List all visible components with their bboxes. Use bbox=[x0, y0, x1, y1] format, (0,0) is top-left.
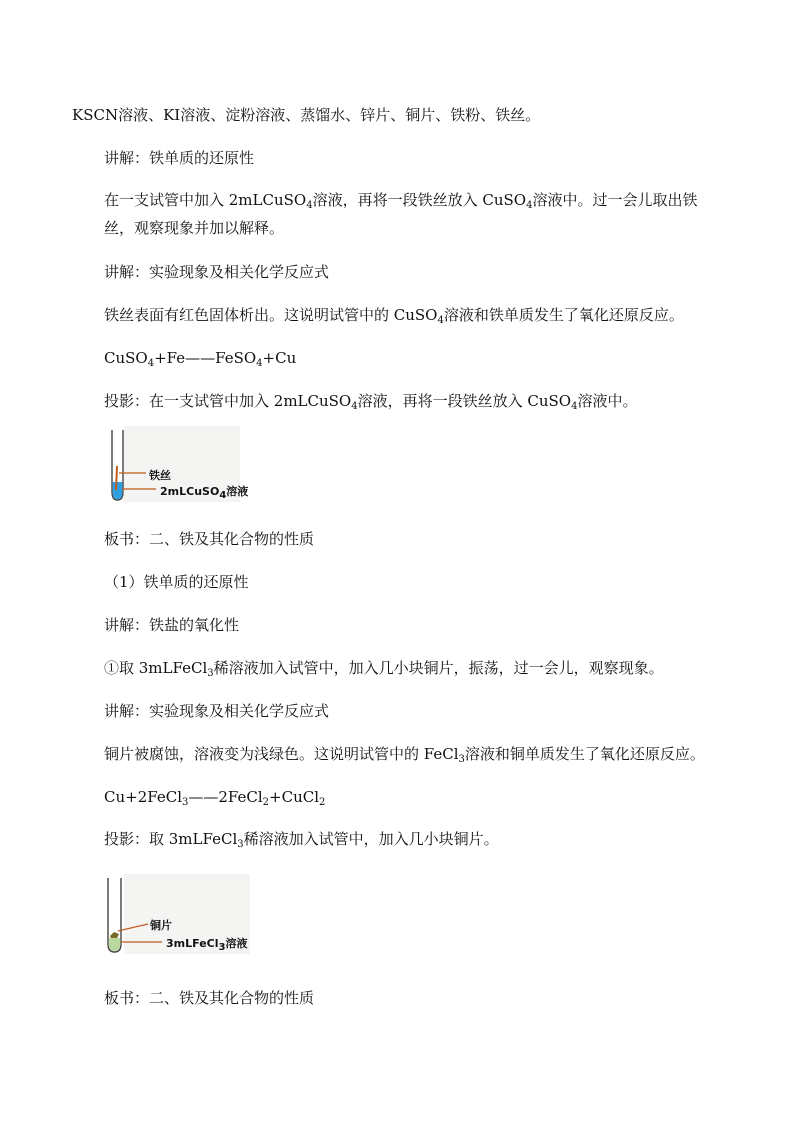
projection-text-2: 投影：取 3mLFeCl$_3$稀溶液加入试管中，加入几小块铜片。 bbox=[104, 830, 499, 850]
projection-text-1: 投影：在一支试管中加入 2mLCuSO$_4$溶液，再将一段铁丝放入 CuSO$_4$溶液中。 bbox=[104, 392, 638, 412]
lecture-heading-phenomena-2: 讲解：实验现象及相关化学反应式 bbox=[104, 702, 330, 720]
label-iron-wire: 铁丝 bbox=[149, 469, 171, 482]
lecture-heading-iron-reducibility: 讲解：铁单质的还原性 bbox=[104, 149, 255, 167]
lecture-heading-iron-salt-oxidizing: 讲解：铁盐的氧化性 bbox=[104, 616, 240, 634]
copper-piece bbox=[110, 932, 119, 938]
label-fecl3-solution: 3mLFeCl$_3$溶液 bbox=[166, 937, 248, 953]
lecture-heading-phenomena-1: 讲解：实验现象及相关化学反应式 bbox=[104, 263, 330, 281]
label-copper-piece: 铜片 bbox=[150, 919, 172, 932]
cuso4-liquid bbox=[113, 482, 123, 499]
procedure-text-1: 在一支试管中加入 2mLCuSO$_4$溶液，再将一段铁丝放入 CuSO$_4$溶液中。过一会儿取出铁 bbox=[104, 191, 698, 211]
observation-text-2: 铜片被腐蚀，溶液变为浅绿色。这说明试管中的 FeCl$_3$溶液和铜单质发生了氧化还原反应。 bbox=[104, 745, 705, 765]
label-cuso4-solution: 2mLCuSO$_4$溶液 bbox=[160, 485, 249, 501]
procedure-text-1-cont: 丝，观察现象并加以解释。 bbox=[104, 219, 285, 237]
figure-iron-wire-cuso4 bbox=[104, 426, 249, 502]
equation-1: CuSO$_4$+Fe——FeSO$_4$+Cu bbox=[104, 349, 297, 369]
fecl3-liquid bbox=[109, 938, 121, 951]
equation-2: Cu+2FeCl$_3$——2FeCl$_2$+CuCl$_2$ bbox=[104, 788, 326, 808]
reagent-list: KSCN溶液、KI溶液、淀粉溶液、蒸馏水、锌片、铜片、铁粉、铁丝。 bbox=[72, 106, 541, 124]
board-subheading-iron-reducibility: （1）铁单质的还原性 bbox=[104, 573, 249, 591]
observation-text-1: 铁丝表面有红色固体析出。这说明试管中的 CuSO$_4$溶液和铁单质发生了氧化还原反应。 bbox=[104, 306, 684, 326]
procedure-text-2: ①取 3mLFeCl$_3$稀溶液加入试管中，加入几小块铜片，振荡，过一会儿，观察现象。 bbox=[104, 659, 664, 679]
iron-wire bbox=[116, 466, 117, 490]
board-heading-2: 板书：二、铁及其化合物的性质 bbox=[104, 989, 315, 1007]
board-heading-1: 板书：二、铁及其化合物的性质 bbox=[104, 530, 315, 548]
figure-copper-fecl3 bbox=[104, 874, 250, 954]
